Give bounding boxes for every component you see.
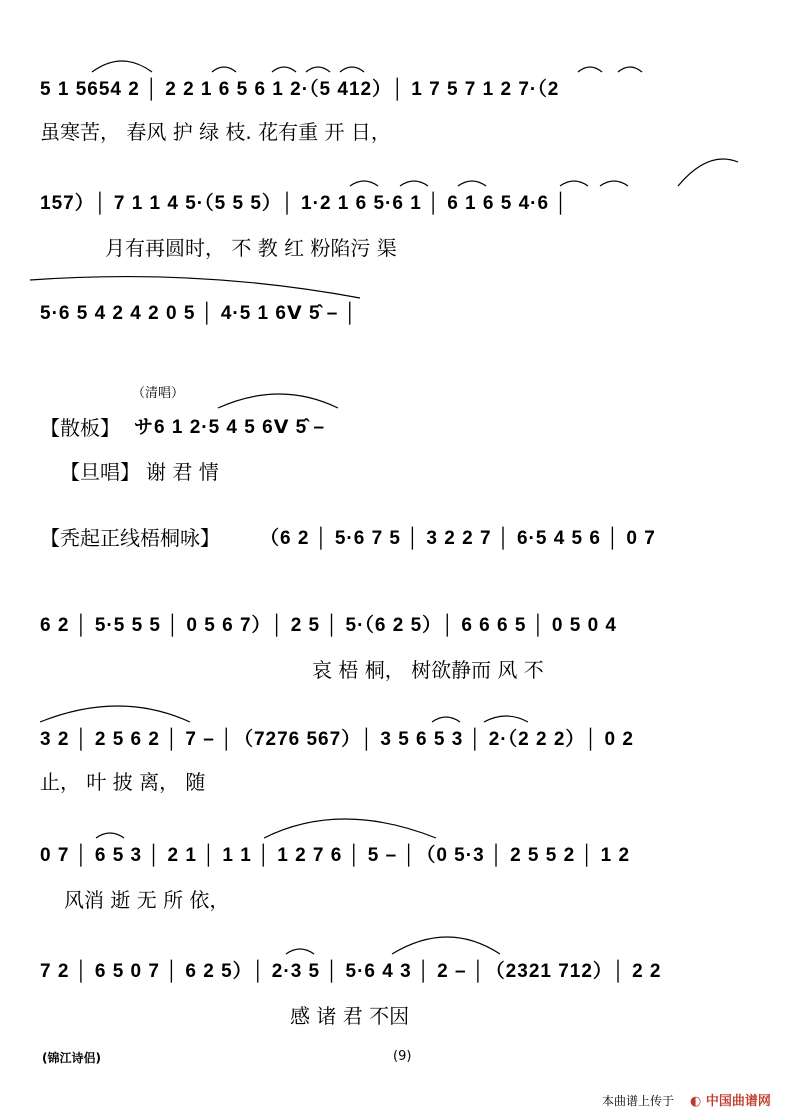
lyric-line-2: 月有再圆时， 不 教 红 粉陷污 渠: [105, 236, 397, 260]
notation-line-9: 7 2 │ 6 5 0 7 │ 6 2 5）│ 2·3 5 │ 5·6 4 3 │ 2 – │（2321 712）│ 2 2: [40, 961, 662, 982]
notation-line-1: 5 1 5654 2 │ 2 2 1 6 5 6 1 2·（5 412）│ 1 7 5 7 1 2 7·（2: [40, 79, 560, 100]
role-label-dan: 【旦唱】: [60, 460, 140, 484]
notation-line-3: 5·6 5 4 2 4 2 0 5 │ 4·5 1 6ᐯ 5̂ – │: [40, 303, 358, 324]
notation-line-8: 0 7 │ 6 5 3 │ 2 1 │ 1 1 │ 1 2 7 6 │ 5 – │（0 5·3 │ 2 5 5 2 │ 1 2: [40, 845, 631, 866]
lyric-line-9: 感 诸 君 不因: [290, 1004, 410, 1028]
notation-line-4: サ6 1 2·5 4 5 6ᐯ 5̂ –: [134, 417, 326, 438]
section-label-sanban: 【散板】: [40, 416, 120, 440]
notation-line-6: 6 2 │ 5·5 5 5 │ 0 5 6 7）│ 2 5 │ 5·（6 2 5）│ 6 6 6 5 │ 0 5 0 4: [40, 615, 617, 636]
site-logo: [690, 1090, 771, 1109]
lyric-line-1: 虽寒苦， 春风 护 绿 枝. 花有重 开 日，: [40, 120, 391, 144]
site-logo-icon: ◐: [690, 1094, 702, 1109]
clear-singing-marking: （清唱）: [132, 386, 185, 401]
lyric-line-8: 风消 逝 无 所 依，: [64, 888, 230, 912]
notation-line-5: （6 2 │ 5·6 7 5 │ 3 2 2 7 │ 6·5 4 5 6 │ 0 7: [260, 528, 656, 549]
upload-notice: 本曲谱上传于: [602, 1094, 675, 1108]
notation-line-2: 157）│ 7 1 1 4 5·（5 5 5）│ 1·2 1 6 5·6 1 │ 6 1 6 5 4·6 │: [40, 193, 569, 214]
site-logo-text: 中国曲谱网: [705, 1094, 771, 1109]
section-label-tuqi: 【秃起正线梧桐咏】: [40, 526, 220, 550]
lyric-line-4: 谢 君 情: [146, 460, 219, 484]
lyric-line-7: 止， 叶 披 离， 随: [40, 770, 206, 794]
page-number: (9): [393, 1049, 412, 1064]
notation-line-7: 3 2 │ 2 5 6 2 │ 7 – │（7276 567）│ 3 5 6 5 3 │ 2·（2 2 2）│ 0 2: [40, 729, 634, 750]
lyric-line-6: 哀 梧 桐， 树欲静而 风 不: [312, 658, 544, 682]
footer-collection: (锦江诗侣): [42, 1051, 101, 1065]
